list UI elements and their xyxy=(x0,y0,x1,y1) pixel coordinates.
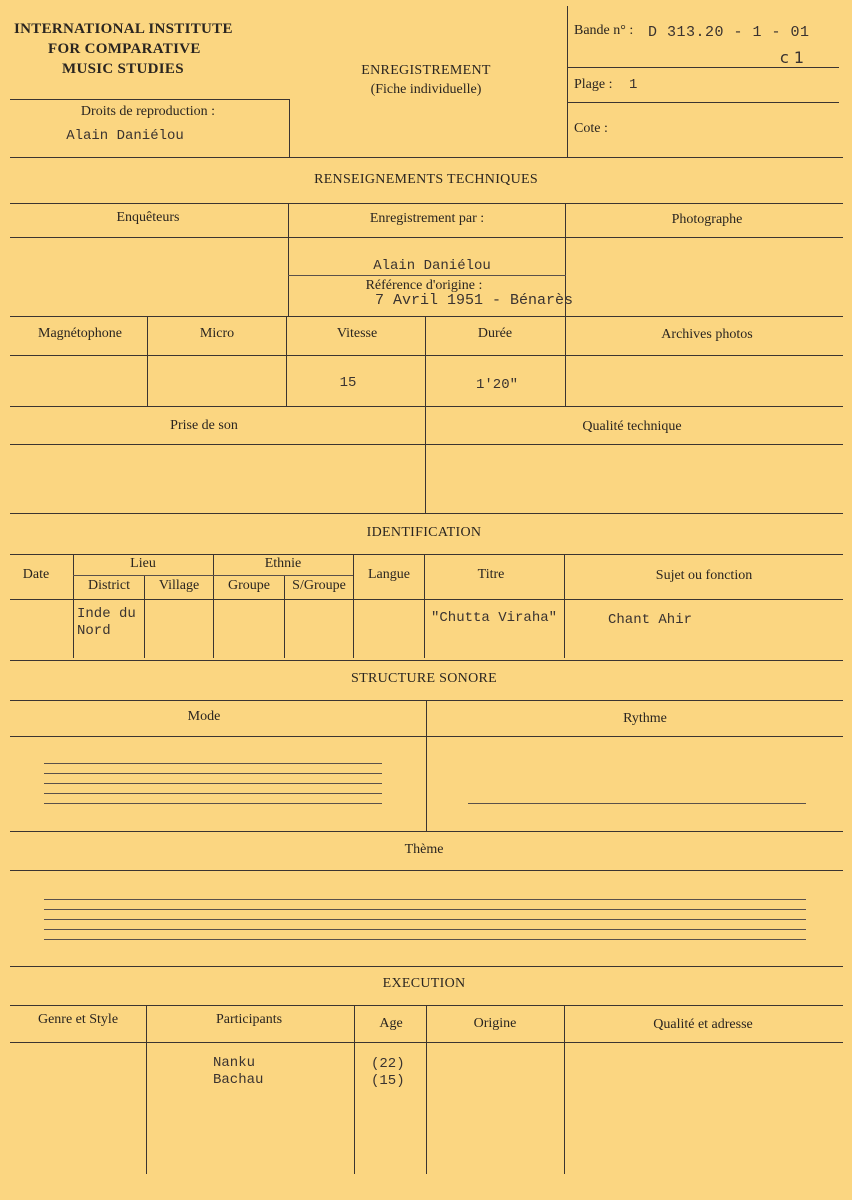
tech-rule-5 xyxy=(10,406,843,407)
ident-col-langue xyxy=(424,554,425,658)
lieu-label: Lieu xyxy=(130,556,156,571)
qualite-technique-label: Qualité technique xyxy=(582,419,682,434)
vitesse-label: Vitesse xyxy=(336,326,378,341)
rights-box-top xyxy=(10,99,290,100)
tech-col-c xyxy=(425,316,426,406)
theme-line-4 xyxy=(44,929,806,930)
participant-name: Bachau xyxy=(213,1072,264,1088)
theme-line-5 xyxy=(44,939,806,940)
form-subtitle: (Fiche individuelle) xyxy=(370,82,482,97)
theme-label: Thème xyxy=(404,842,444,857)
rythme-label: Rythme xyxy=(623,711,667,726)
enqueteurs-label: Enquêteurs xyxy=(116,210,180,225)
titre-label: Titre xyxy=(477,567,505,582)
enregistrement-label: Enregistrement par : xyxy=(369,211,485,226)
identification-section-title: IDENTIFICATION xyxy=(366,525,482,540)
rights-label: Droits de reproduction : xyxy=(80,104,216,119)
bande-divider xyxy=(567,67,839,68)
institute-line-1: INTERNATIONAL INSTITUTE xyxy=(14,21,233,37)
rights-value: Alain Daniélou xyxy=(66,128,184,144)
ident-col-district xyxy=(144,575,145,658)
participant-name: Nanku xyxy=(213,1055,256,1071)
exec-col-1 xyxy=(146,1005,147,1174)
ident-col-titre xyxy=(564,554,565,658)
institute-line-2: FOR COMPARATIVE xyxy=(48,41,201,57)
exec-col-3 xyxy=(426,1005,427,1174)
theme-line-2 xyxy=(44,909,806,910)
right-box-left xyxy=(567,6,568,157)
photographe-label: Photographe xyxy=(671,212,743,227)
cote-label: Cote : xyxy=(574,121,608,136)
reference-label: Référence d'origine : xyxy=(365,278,483,293)
ident-col-ethnie xyxy=(353,554,354,658)
ident-rule-2 xyxy=(10,599,843,600)
mode-line-4 xyxy=(44,793,382,794)
tech-rule-3 xyxy=(10,316,843,317)
ethnie-sub-rule xyxy=(213,575,353,576)
prise-col xyxy=(425,406,426,513)
plage-divider xyxy=(567,102,839,103)
tech-rule-6 xyxy=(10,444,843,445)
tech-rule-4 xyxy=(10,355,843,356)
tech-col-1 xyxy=(288,203,289,316)
reference-value: 7 Avril 1951 - Bénarès xyxy=(374,292,574,309)
tech-col-d xyxy=(565,316,566,406)
theme-rule xyxy=(10,870,843,871)
ethnie-label: Ethnie xyxy=(264,556,302,571)
sgroupe-label: S/Groupe xyxy=(292,578,346,593)
participant-age: (22) xyxy=(371,1056,405,1072)
technical-section-title: RENSEIGNEMENTS TECHNIQUES xyxy=(314,172,538,187)
qualite-adresse-label: Qualité et adresse xyxy=(653,1017,753,1032)
genre-label: Genre et Style xyxy=(37,1012,119,1027)
exec-col-4 xyxy=(564,1005,565,1174)
plage-value: 1 xyxy=(629,77,638,93)
district-label: District xyxy=(88,578,130,593)
vitesse-value: 15 xyxy=(339,375,357,391)
tech-rule-1 xyxy=(10,203,843,204)
mode-line-5 xyxy=(44,803,382,804)
mode-line-1 xyxy=(44,763,382,764)
mode-col xyxy=(426,700,427,831)
tech-col-a xyxy=(147,316,148,406)
bande-note: c 1 xyxy=(780,48,805,67)
duree-label: Durée xyxy=(477,326,513,341)
theme-line-1 xyxy=(44,899,806,900)
ident-bottom-rule xyxy=(10,660,843,661)
origine-label: Origine xyxy=(473,1016,517,1031)
prise-label: Prise de son xyxy=(170,418,238,433)
ident-col-lieu xyxy=(213,554,214,658)
enregistrement-value: Alain Daniélou xyxy=(373,258,491,274)
institute-line-3: MUSIC STUDIES xyxy=(62,61,184,77)
sujet-value: Chant Ahir xyxy=(608,612,693,628)
tech-col-b xyxy=(286,316,287,406)
groupe-label: Groupe xyxy=(228,578,270,593)
rights-box-right xyxy=(289,99,290,157)
titre-value: "Chutta Viraha" xyxy=(431,610,558,626)
age-label: Age xyxy=(379,1016,403,1031)
langue-label: Langue xyxy=(368,567,410,582)
participant-age: (15) xyxy=(371,1073,405,1089)
bande-label: Bande n° : xyxy=(574,23,634,38)
exec-col-2 xyxy=(354,1005,355,1174)
lieu-sub-rule xyxy=(73,575,213,576)
plage-label: Plage : xyxy=(574,77,613,92)
enregistrement-divider xyxy=(288,275,566,276)
village-label: Village xyxy=(158,578,200,593)
rythme-line xyxy=(468,803,806,804)
execution-rule-2 xyxy=(10,1042,843,1043)
ident-rule-1 xyxy=(10,554,843,555)
ident-col-date xyxy=(73,554,74,658)
ident-col-groupe xyxy=(284,575,285,658)
participants-label: Participants xyxy=(215,1012,283,1027)
tech-bottom-rule xyxy=(10,513,843,514)
archives-label: Archives photos xyxy=(661,327,753,342)
duree-value: 1'20" xyxy=(475,377,519,393)
mode-line-2 xyxy=(44,773,382,774)
structure-section-title: STRUCTURE SONORE xyxy=(351,671,497,686)
tech-rule-2 xyxy=(10,237,843,238)
structure-bottom-rule xyxy=(10,966,843,967)
theme-line-3 xyxy=(44,919,806,920)
micro-label: Micro xyxy=(199,326,235,341)
mode-label: Mode xyxy=(187,709,221,724)
district-value-line-2: Nord xyxy=(77,623,111,639)
header-bottom-rule xyxy=(10,157,843,158)
bande-value: D 313.20 - 1 - 01 xyxy=(648,24,810,41)
mode-line-3 xyxy=(44,783,382,784)
magnetophone-label: Magnétophone xyxy=(38,326,122,341)
district-value-line-1: Inde du xyxy=(77,606,136,622)
execution-section-title: EXECUTION xyxy=(382,976,466,991)
sujet-label: Sujet ou fonction xyxy=(655,568,753,583)
date-label: Date xyxy=(22,567,50,582)
structure-rule-3 xyxy=(10,831,843,832)
structure-rule-2 xyxy=(10,736,843,737)
form-title: ENREGISTREMENT xyxy=(361,63,491,78)
